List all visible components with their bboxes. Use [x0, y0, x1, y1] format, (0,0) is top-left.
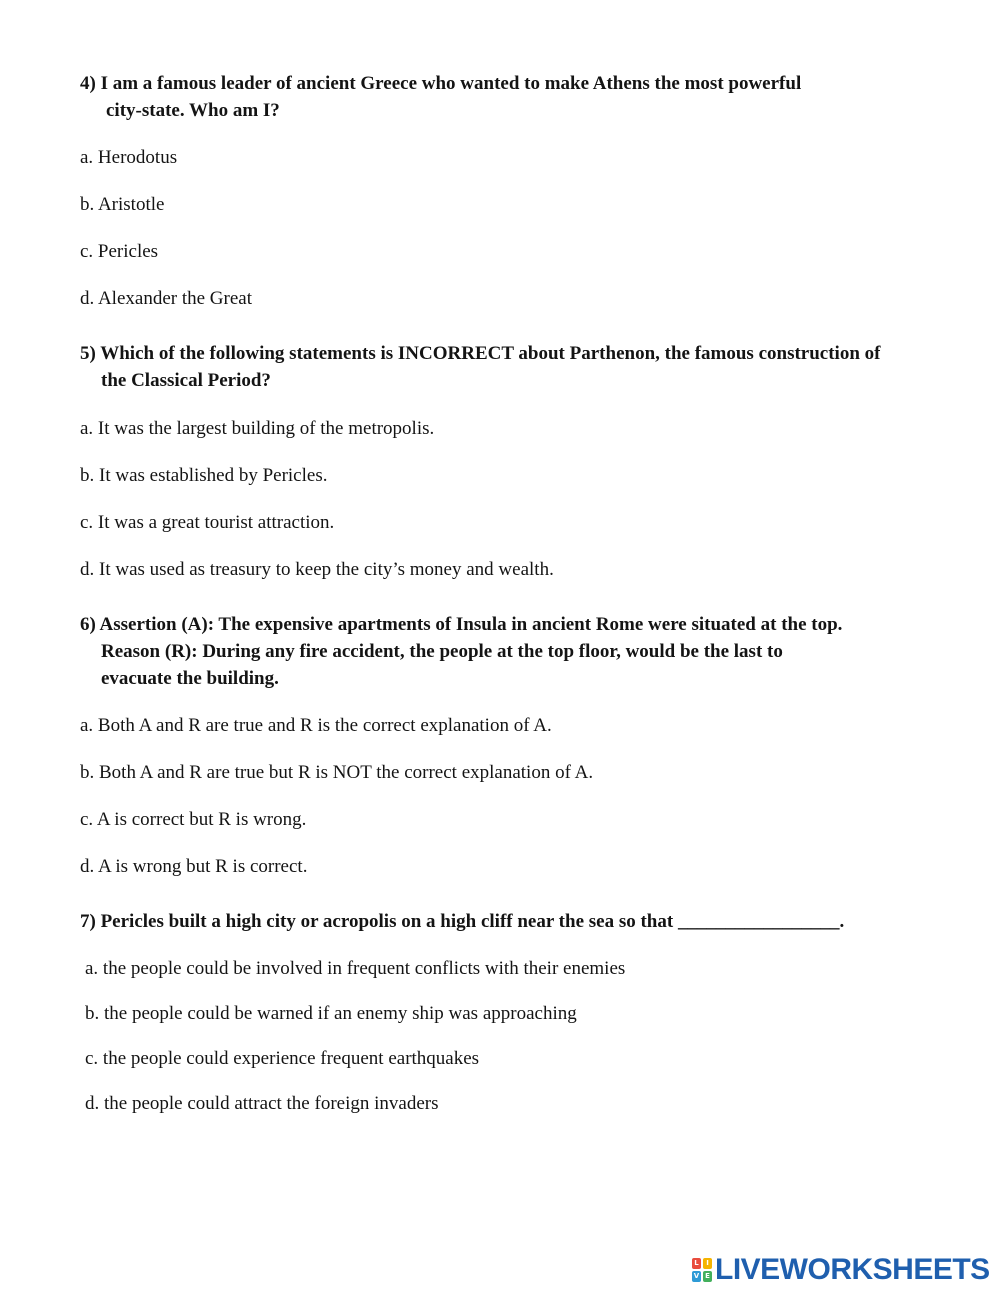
- question-6-option-b[interactable]: b. Both A and R are true but R is NOT the correct explanation of A.: [80, 762, 594, 783]
- logo-tile-l: L: [692, 1258, 701, 1269]
- question-4-option-c[interactable]: c. Pericles: [80, 241, 159, 262]
- liveworksheets-logo-text: LIVEWORKSHEETS: [715, 1253, 990, 1286]
- question-6-option-c[interactable]: c. A is correct but R is wrong.: [80, 809, 307, 830]
- question-5-option-c[interactable]: c. It was a great tourist attraction.: [80, 512, 335, 533]
- question-5-line-1: 5) Which of the following statements is INCORRECT about Parthenon, the famous construction of: [80, 343, 881, 364]
- question-6-line-3: evacuate the building.: [101, 668, 279, 689]
- question-7-option-b[interactable]: b. the people could be warned if an enemy ship was approaching: [85, 1003, 577, 1024]
- question-6-line-1: 6) Assertion (A): The expensive apartments of Insula in ancient Rome were situated at the top.: [80, 614, 843, 635]
- question-5-option-a[interactable]: a. It was the largest building of the metropolis.: [80, 418, 435, 439]
- question-7-option-a[interactable]: a. the people could be involved in frequent conflicts with their enemies: [85, 958, 626, 979]
- liveworksheets-logo: [692, 1254, 990, 1286]
- question-4-option-a[interactable]: a. Herodotus: [80, 147, 178, 168]
- question-7-option-c[interactable]: c. the people could experience frequent earthquakes: [85, 1048, 480, 1069]
- question-5-option-d[interactable]: d. It was used as treasury to keep the city’s money and wealth.: [80, 559, 554, 580]
- question-6-line-2: Reason (R): During any fire accident, the people at the top floor, would be the last to: [101, 641, 783, 662]
- logo-tile-i: I: [703, 1258, 712, 1269]
- question-4-line-1: 4) I am a famous leader of ancient Greece who wanted to make Athens the most powerful: [80, 73, 802, 94]
- question-7-option-d[interactable]: d. the people could attract the foreign invaders: [85, 1093, 439, 1114]
- logo-tile-v: V: [693, 1272, 700, 1280]
- question-5-option-b[interactable]: b. It was established by Pericles.: [80, 465, 328, 486]
- question-6-option-a[interactable]: a. Both A and R are true and R is the correct explanation of A.: [80, 715, 552, 736]
- liveworksheets-logo-icon: [692, 1258, 712, 1282]
- logo-tile-e: E: [703, 1271, 712, 1282]
- question-5-line-2: the Classical Period?: [101, 370, 271, 391]
- question-4-line-2: city-state. Who am I?: [106, 100, 280, 121]
- question-4-option-d[interactable]: d. Alexander the Great: [80, 288, 252, 309]
- question-6-option-d[interactable]: d. A is wrong but R is correct.: [80, 856, 308, 877]
- question-4-option-b[interactable]: b. Aristotle: [80, 194, 165, 215]
- question-7-line-1: 7) Pericles built a high city or acropolis on a high cliff near the sea so that _________________.: [80, 911, 845, 932]
